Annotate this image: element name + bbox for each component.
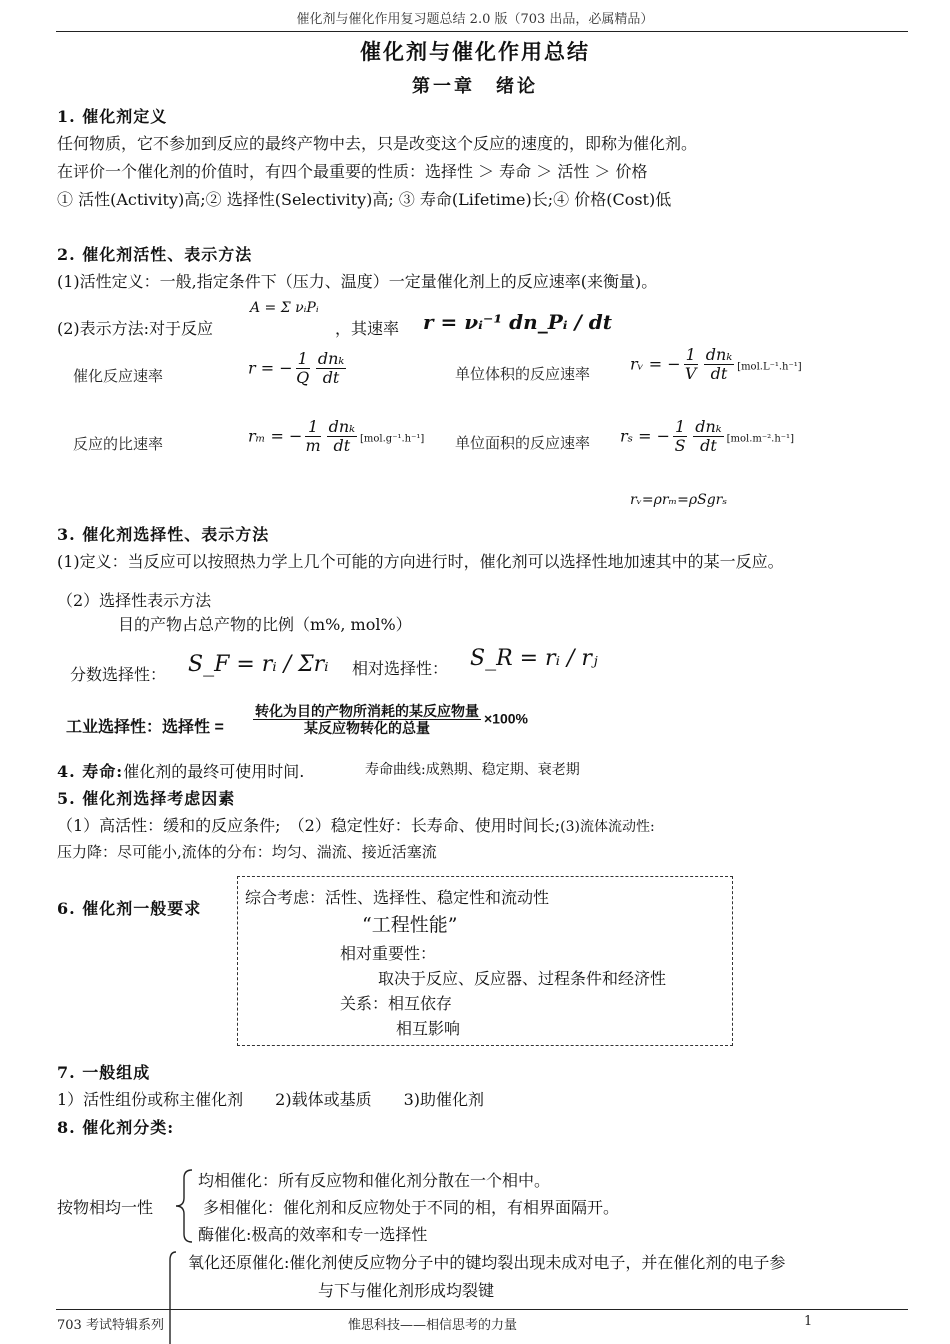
label-fraction-selectivity: 分数选择性： (70, 667, 167, 684)
box-line-2: “工程性能” (362, 914, 458, 936)
s1-property-list: ① 活性(Activity)高;② 选择性(Selectivity)高; ③ 寿命(Lifetime)长;④ 价格(Cost)低 (57, 190, 672, 209)
s8-item-redox: 氧化还原催化:催化剂使反应物分子中的键均裂出现未成对电子，并在催化剂的电子参 (188, 1253, 786, 1272)
label-catalytic-rate: 催化反应速率 (73, 368, 164, 385)
s8-item-heterogeneous: 多相催化：催化剂和反应物处于不同的相，有相界面隔开。 (203, 1198, 620, 1217)
s8-item-homogeneous: 均相催化：所有反应物和催化剂分散在一个相中。 (198, 1171, 551, 1190)
section-6-heading: 6. 催化剂一般要求 (57, 899, 202, 918)
box-line-3: 相对重要性： (340, 944, 437, 963)
s5-factors: （1）高活性：缓和的反应条件; （2）稳定性好：长寿命、使用时间长;(3)流体流动性: (57, 816, 655, 835)
s2-activity-definition: (1)活性定义：一般,指定条件下（压力、温度）一定量催化剂上的反应速率(来衡量)。 (57, 272, 658, 291)
section-1-heading: 1. 催化剂定义 (57, 107, 168, 126)
s3-method-desc: 目的产物占总产物的比例（m%, mol%） (118, 615, 412, 634)
section-5-heading: 5. 催化剂选择考虑因素 (57, 789, 236, 808)
box-line-4: 取决于反应、反应器、过程条件和经济性 (378, 969, 667, 988)
box-line-5: 关系：相互依存 (340, 994, 453, 1013)
page-header: 催化剂与催化作用复习题总结 2.0 版（703 出品，必属精品） (296, 12, 654, 27)
eq-catalytic-rate: r = − $\frac{1}{Q}$ $\frac{\text{dnₖ}}{dt}$ (248, 349, 345, 388)
s8-item-enzyme: 酶催化:极高的效率和专一选择性 (198, 1225, 428, 1244)
label-industrial-selectivity: 工业选择性：选择性 = (66, 719, 224, 736)
s7-components: 1）活性组份或称主催化剂 2)载体或基质 3)助催化剂 (57, 1090, 485, 1109)
section-2-heading: 2. 催化剂活性、表示方法 (57, 245, 253, 264)
section-7-heading: 7. 一般组成 (57, 1063, 151, 1082)
s2-method-intro: (2)表示方法:对于反应 (57, 319, 214, 338)
s8-group-label: 按物相均一性 (57, 1198, 154, 1217)
rate-equation: r = νᵢ⁻¹ dn_Pᵢ / dt (423, 310, 612, 334)
footer-rule (56, 1309, 908, 1310)
eq-specific-rate: rₘ = − $\frac{1}{m}$ $\frac{\text{dnₖ}}{dt}$ [mol.g⁻¹.h⁻¹] (248, 417, 425, 456)
s5-pressure: 压力降：尽可能小,流体的分布：均匀、湍流、接近活塞流 (57, 843, 437, 861)
label-volume-rate: 单位体积的反应速率 (455, 366, 591, 383)
eq-volume-rate: rᵥ = − $\frac{1}{V}$ $\frac{\text{dnₖ}}{dt}$ [mol.L⁻¹.h⁻¹] (630, 345, 802, 384)
label-relative-selectivity: 相对选择性： (352, 661, 449, 678)
eq-rate-relation: rᵥ=ρrₘ=ρSgrₛ (630, 492, 728, 508)
section-4 (57, 759, 304, 782)
eq-industrial-selectivity: $\frac{\text{转化为目的产物所消耗的某反应物量}}{\text{某反应物转化的总量}}$ ×100% (255, 703, 528, 737)
s8-item-redox-cont: 与下与催化剂形成均裂键 (318, 1281, 495, 1300)
section-3-heading: 3. 催化剂选择性、表示方法 (57, 525, 270, 544)
footer-left: 703 考试特辑系列 (57, 1318, 164, 1333)
footer-center: 惟思科技——相信思考的力量 (348, 1318, 518, 1333)
page-number: 1 (804, 1314, 813, 1329)
label-area-rate: 单位面积的反应速率 (455, 435, 591, 452)
eq-fraction-selectivity: S_F = rᵢ / Σrᵢ (188, 652, 329, 677)
s2-rate-text: ，其速率 (335, 319, 400, 338)
page-title: 催化剂与催化作用总结 (360, 39, 590, 64)
reaction-equation: A = Σ νᵢPᵢ (250, 300, 319, 316)
brace-icon (172, 1168, 196, 1244)
box-line-6: 相互影响 (396, 1019, 461, 1038)
s3-definition: (1)定义：当反应可以按照热力学上几个可能的方向进行时，催化剂可以选择性地加速其中的某一反应。 (57, 552, 784, 571)
s4-life-curve: 寿命曲线:成熟期、稳定期、衰老期 (365, 762, 580, 778)
eq-area-rate: rₛ = − $\frac{1}{S}$ $\frac{\text{dnₖ}}{dt}$ [mol.m⁻².h⁻¹] (620, 417, 794, 456)
s1-definition: 任何物质，它不参加到反应的最终产物中去，只是改变这个反应的速度的，即称为催化剂。 (57, 134, 698, 153)
chapter-title: 第一章 绪论 (412, 76, 538, 97)
header-rule (56, 31, 908, 32)
box-line-1: 综合考虑：活性、选择性、稳定性和流动性 (245, 888, 550, 907)
s1-properties: 在评价一个催化剂的价值时，有四个最重要的性质：选择性 ＞ 寿命 ＞ 活性 ＞ 价格 (57, 162, 648, 181)
s3-method-title: （2）选择性表示方法 (57, 591, 212, 610)
s4-text: 催化剂的最终可使用时间. (123, 762, 305, 781)
section-4-heading: 4. 寿命: (57, 762, 124, 781)
label-specific-rate: 反应的比速率 (73, 436, 164, 453)
section-8-heading: 8. 催化剂分类: (57, 1118, 175, 1137)
eq-relative-selectivity: S_R = rᵢ / rⱼ (470, 646, 598, 671)
